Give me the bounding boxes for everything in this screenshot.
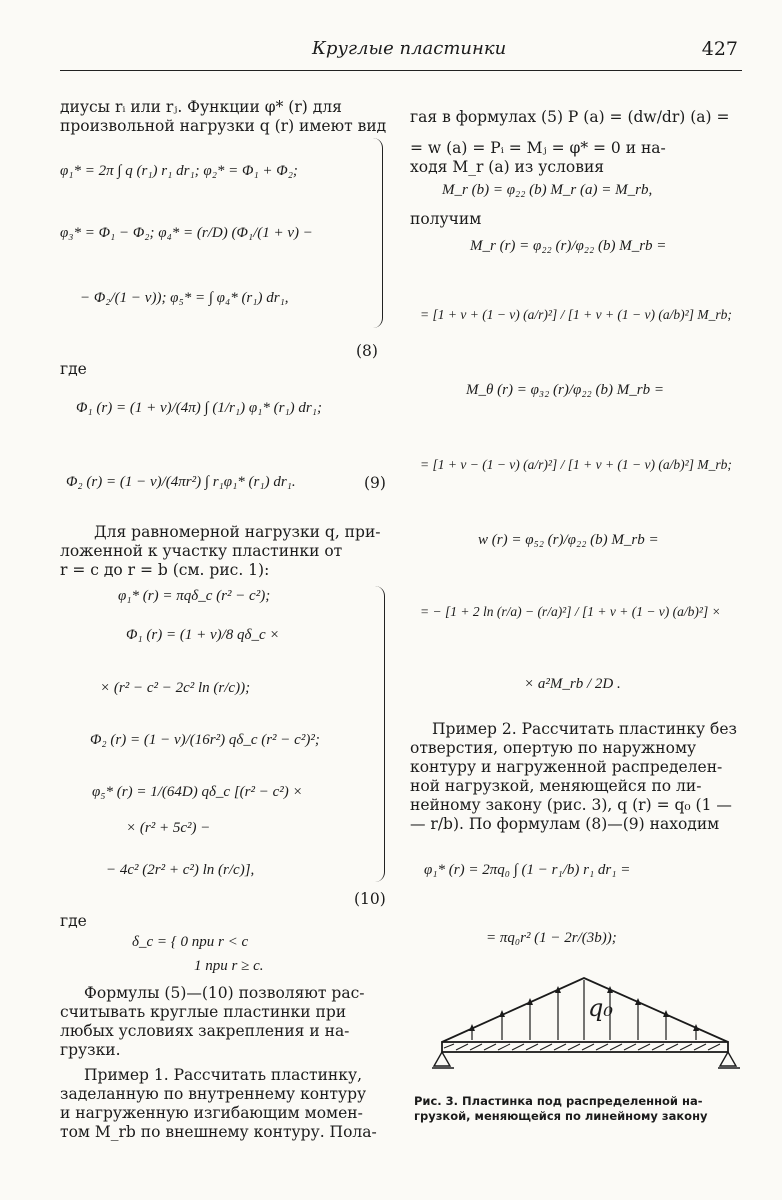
- paragraph-line: произвольной нагрузки q (r) имеют вид: [60, 117, 387, 135]
- paragraph-line: Пример 2. Рассчитать пластинку без: [432, 720, 737, 738]
- support-left: [434, 1052, 450, 1066]
- load-envelope: [442, 978, 728, 1042]
- equation-number: (8): [356, 342, 378, 360]
- page-number: 427: [701, 38, 738, 60]
- paragraph-line: отверстия, опертую по наружному: [410, 739, 697, 757]
- paragraph-line: контуру и нагруженной распределен-: [410, 758, 723, 776]
- paragraph-line: любых условиях закрепления и на-: [60, 1022, 350, 1040]
- caption-line: грузкой, меняющейся по линейному закону: [414, 1109, 708, 1123]
- equation-line: w (r) = φ₅₂ (r)/φ₂₂ (b) M_rb =: [478, 532, 659, 548]
- equation-line: M_r (b) = φ₂₂ (b) M_r (a) = M_rb,: [442, 182, 653, 198]
- equation-line: = [1 + ν + (1 − ν) (a/r)²] / [1 + ν + (1 − ν) (a/b)²] M_rb;: [420, 307, 732, 322]
- paragraph-line: — r/b). По формулам (8)—(9) находим: [410, 815, 720, 833]
- equation-10-line: φ₅* (r) = 1/(64D) qδ_c [(r² − c²) ×: [92, 784, 303, 800]
- paragraph-line: и нагруженную изгибающим момен-: [60, 1104, 363, 1122]
- equation-9-line: Φ₂ (r) = (1 − ν)/(4πr²) ∫ r₁φ₁* (r₁) dr₁.: [66, 474, 296, 490]
- paragraph-line: грузки.: [60, 1041, 121, 1059]
- paragraph-line: том M_rb по внешнему контуру. Пола-: [60, 1123, 377, 1141]
- equation-8-line: − Φ₂/(1 − ν)); φ₅* = ∫ φ₄* (r₁) dr₁,: [80, 290, 289, 306]
- equation-10-line: × (r² + 5c²) −: [126, 820, 211, 836]
- equation-line: = πq₀r² (1 − 2r/(3b));: [486, 930, 617, 946]
- paragraph-line: ходя M_r (a) из условия: [410, 158, 605, 176]
- equation-10-line: Φ₁ (r) = (1 + ν)/8 qδ_c ×: [126, 627, 280, 643]
- paragraph-line: считывать круглые пластинки при: [60, 1003, 347, 1021]
- equation-line: φ₁* (r) = 2πq₀ ∫ (1 − r₁/b) r₁ dr₁ =: [424, 862, 631, 878]
- paragraph-line: Для равномерной нагрузки q, при-: [94, 523, 381, 541]
- equation-9-line: Φ₁ (r) = (1 + ν)/(4π) ∫ (1/r₁) φ₁* (r₁) dr₁;: [76, 400, 322, 416]
- equation-line: × a²M_rb / 2D .: [524, 676, 621, 692]
- equation-8-line: φ₁* = 2π ∫ q (r₁) r₁ dr₁; φ₂* = Φ₁ + Φ₂;: [60, 163, 298, 179]
- paragraph-line: = w (a) = Pᵢ = Mⱼ = φ* = 0 и на-: [410, 139, 666, 157]
- paragraph-line: ложенной к участку пластинки от: [60, 542, 343, 560]
- equation-line: M_θ (r) = φ₃₂ (r)/φ₂₂ (b) M_rb =: [466, 382, 664, 398]
- running-header-title: Круглые пластинки: [312, 38, 507, 59]
- paragraph-line: гая в формулах (5) P (a) = (dw/dr) (a) =: [410, 108, 730, 126]
- delta-definition: δ_c = { 0 при r < c: [132, 934, 249, 950]
- equation-8-line: φ₃* = Φ₁ − Φ₂; φ₄* = (r/D) (Φ₁/(1 + ν) −: [60, 225, 313, 241]
- paragraph-line: r = c до r = b (см. рис. 1):: [60, 561, 270, 579]
- equation-10-line: × (r² − c² − 2c² ln (r/c));: [100, 680, 251, 696]
- load-label: q₀: [588, 994, 613, 1022]
- header-rule: [60, 70, 742, 71]
- paragraph-line: Формулы (5)—(10) позволяют рас-: [84, 984, 365, 1002]
- paragraph-line: диусы rᵢ или rⱼ. Функции φ* (r) для: [60, 98, 342, 116]
- equation-10-line: − 4c² (2r² + c²) ln (r/c)],: [106, 862, 255, 878]
- caption-line: Рис. 3. Пластинка под распределенной на-: [414, 1094, 703, 1108]
- equation-10-line: Φ₂ (r) = (1 − ν)/(16r²) qδ_c (r² − c²)²;: [90, 732, 320, 748]
- equation-line: = − [1 + 2 ln (r/a) − (r/a)²] / [1 + ν + (1 − ν) (a/b)²] ×: [420, 604, 721, 619]
- where-label: где: [60, 912, 87, 930]
- equation-line: M_r (r) = φ₂₂ (r)/φ₂₂ (b) M_rb =: [470, 238, 667, 254]
- load-arrows: [472, 980, 696, 1040]
- figure-plate-linear-load: [432, 972, 742, 1084]
- paragraph-line: заделанную по внутреннему контуру: [60, 1085, 367, 1103]
- paragraph-line: нейному закону (рис. 3), q (r) = q₀ (1 —: [410, 796, 732, 814]
- equation-number: (10): [354, 890, 386, 908]
- equation-line: = [1 + ν − (1 − ν) (a/r)²] / [1 + ν + (1 − ν) (a/b)²] M_rb;: [420, 457, 732, 472]
- equation-10-line: φ₁* (r) = πqδ_c (r² − c²);: [118, 588, 271, 604]
- paragraph-line: Пример 1. Рассчитать пластинку,: [84, 1066, 363, 1084]
- figure-caption: [414, 1094, 744, 1124]
- equation-brace: [372, 586, 385, 882]
- delta-definition: 1 при r ≥ c.: [194, 958, 264, 974]
- paragraph-line: ной нагрузкой, меняющейся по ли-: [410, 777, 702, 795]
- paragraph-line: получим: [410, 210, 482, 228]
- support-right: [720, 1052, 736, 1066]
- equation-number: (9): [364, 474, 386, 492]
- equation-brace: [370, 138, 383, 328]
- where-label: где: [60, 360, 87, 378]
